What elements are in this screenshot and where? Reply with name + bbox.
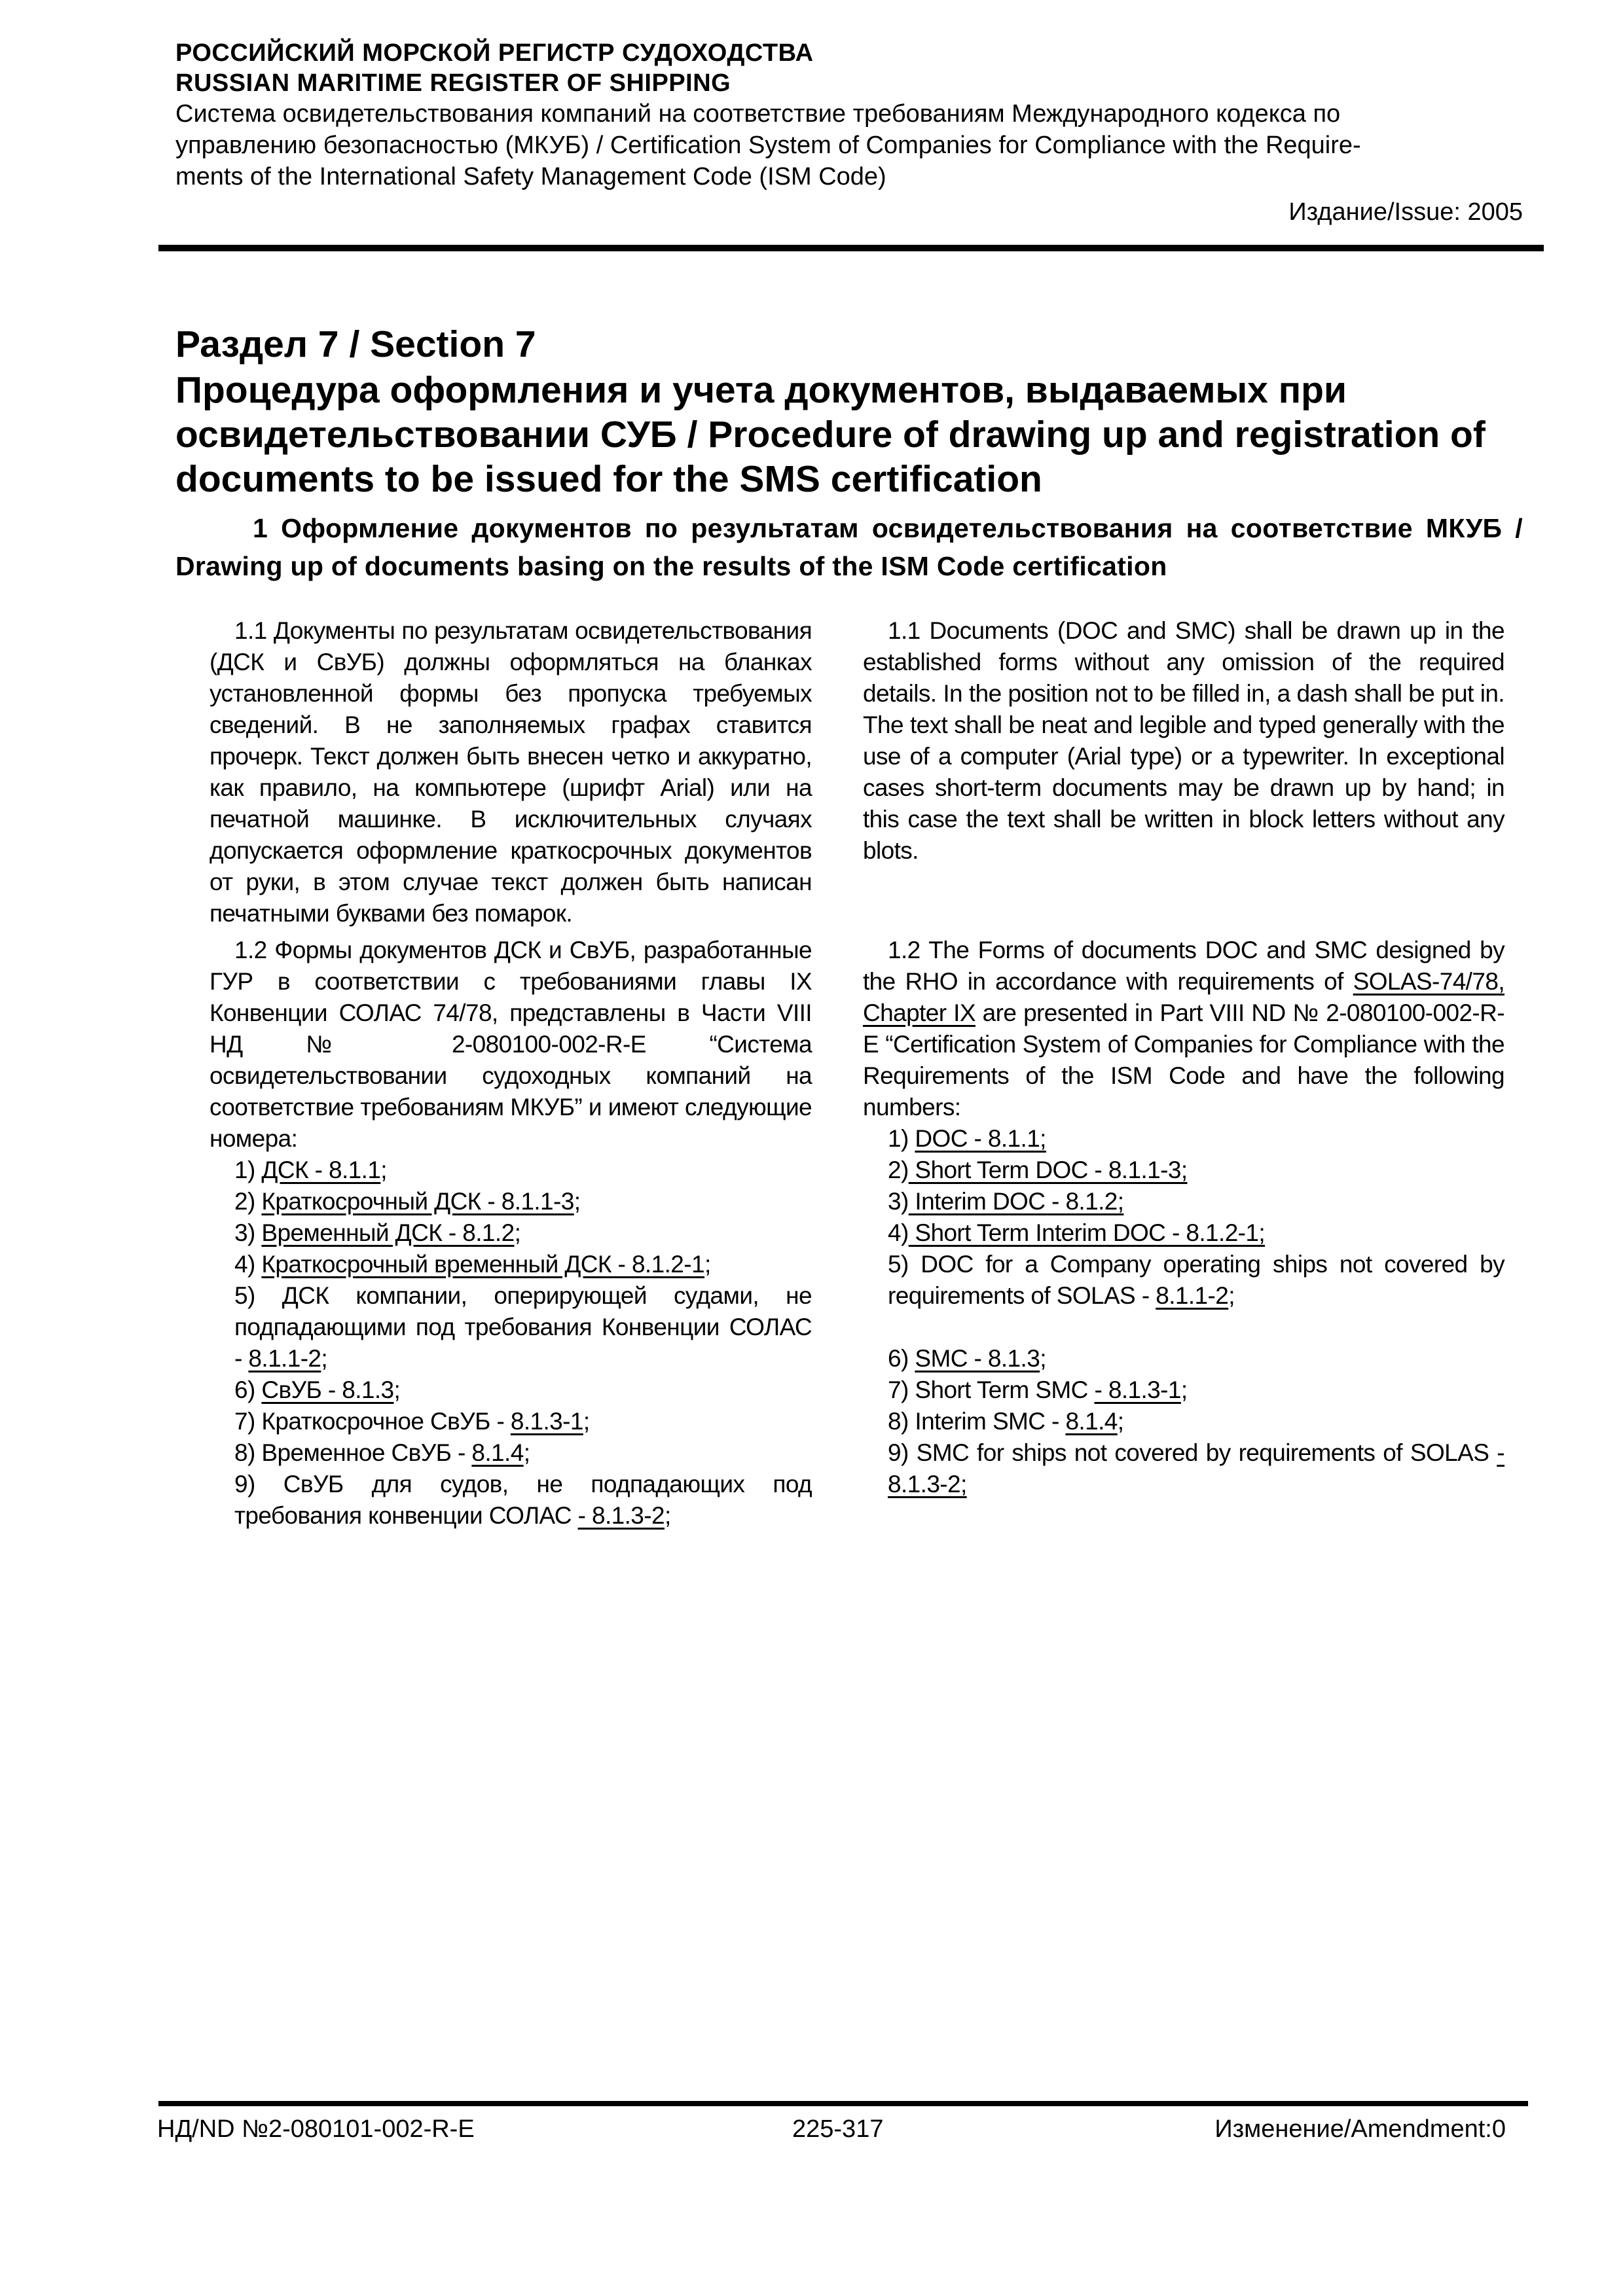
- list-item: 4) Short Term Interim DOC - 8.1.2-1;: [888, 1219, 1266, 1246]
- list-item: 2) Short Term DOC - 8.1.1-3;: [888, 1157, 1188, 1183]
- list-item: 6) СвУБ - 8.1.3;: [234, 1376, 401, 1403]
- ru-paragraph-1-2-block: [210, 935, 812, 1532]
- list-item: 9) SMC for ships not covered by requirements of SOLAS - 8.1.3-2;: [888, 1439, 1504, 1498]
- russian-column: [210, 615, 812, 1529]
- amendment-label: Изменение/Amendment:0: [1214, 2115, 1506, 2143]
- system-title-line-3: ments of the International Safety Management Code (ISM Code): [175, 163, 886, 190]
- list-item: 3) Interim DOC - 8.1.2;: [888, 1188, 1124, 1215]
- list-item: 9) СвУБ для судов, не подпадающих под требования конвенции СОЛАС - 8.1.3-2;: [234, 1471, 812, 1529]
- system-title-line-2: управлению безопасностью (МКУБ) / Certification System of Companies for Compliance with the Require-: [175, 132, 1361, 159]
- list-item: 7) Short Term SMC - 8.1.3-1;: [888, 1376, 1188, 1403]
- english-column: [863, 615, 1504, 1498]
- en-paragraph-1-1: 1.1 Documents (DOC and SMC) shall be drawn up in the established forms without any omission of the required details. In the position not to be filled in, a dash shall be put in. The text shall be neat and legible and typed generally with the use of a computer (Arial type) or a typewriter. In exceptional cases short-term documents may be drawn up by hand; in this case the text shall be written in block letters without any blots.: [863, 617, 1504, 864]
- footer-divider: [158, 2101, 1528, 2106]
- document-number: НД/ND №2-080101-002-R-E: [157, 2115, 475, 2143]
- list-item: 1) ДСК - 8.1.1;: [234, 1157, 387, 1183]
- list-item: 4) Краткосрочный временный ДСК - 8.1.2-1;: [234, 1251, 711, 1278]
- ru-paragraph-1-2: 1.2 Формы документов ДСК и СвУБ, разработанные ГУР в соответствии с требованиями главы IX Конвенции СОЛАС 74/78, представлены в Части VIII НД № 2-080100-002-R-E “Система освидетельствовании судоходных компаний на соответствие требованиям МКУБ” и имеют следующие номера:: [210, 937, 812, 1152]
- ru-paragraph-1-1: 1.1 Документы по результатам освидетельствования (ДСК и СвУБ) должны оформляться на бланках установленной формы без пропуска требуемых сведений. В не заполняемых графах ставится прочерк. Текст должен быть внесен четко и аккуратно, как правило, на компьютере (шрифт Arial) или на печатной машинке. В исключительных случаях допускается оформление краткосрочных документов от руки, в этом случае текст должен быть написан печатными буквами без помарок.: [210, 617, 812, 927]
- page-number: 225-317: [792, 2115, 884, 2143]
- system-title-line-1: Система освидетельствования компаний на соответствие требованиям Международного кодекса по: [175, 100, 1341, 128]
- list-item: 1) DOC - 8.1.1;: [888, 1125, 1046, 1152]
- list-item: 2) Краткосрочный ДСК - 8.1.1-3;: [234, 1188, 581, 1215]
- list-item: 5) ДСК компании, оперирующей судами, не подпадающими под требования Конвенции СОЛАС - 8.1.1-2;: [234, 1282, 812, 1372]
- section-title: Раздел 7 / Section 7: [175, 323, 536, 365]
- header-divider: [158, 245, 1544, 251]
- solas-reference: SOLAS-74/78, Chapter IX: [863, 968, 1504, 1026]
- en-paragraph-1-2: 1.2 The Forms of documents DOC and SMC designed by the RHO in accordance with requirements of SOLAS-74/78, Chapter IX are presented in Part VIII ND № 2-080100-002-R-E “Certification System of Companies for Compliance with the Requirements of the ISM Code and have the following numbers:: [863, 937, 1504, 1121]
- section-heading: Процедура оформления и учета документов, выдаваемых при освидетельствовании СУБ / Procedure of drawing up and registration of documents to be issued for the SMS certification: [175, 369, 1486, 500]
- page-footer: [157, 2113, 1506, 2152]
- list-item: 3) Временный ДСК - 8.1.2;: [234, 1219, 521, 1246]
- list-item: 7) Краткосрочное СвУБ - 8.1.3-1;: [234, 1408, 590, 1435]
- issue-label: Издание/Issue: 2005: [1288, 198, 1523, 226]
- org-name-en: RUSSIAN MARITIME REGISTER OF SHIPPING: [175, 69, 731, 97]
- page-header: [175, 38, 1523, 228]
- org-name-ru: РОССИЙСКИЙ МОРСКОЙ РЕГИСТР СУДОХОДСТВА: [175, 39, 814, 67]
- subsection-heading: 1 Оформление документов по результатам освидетельствования на соответствие МКУБ / Drawing up of documents basing on the results of the ISM Code certification: [175, 513, 1523, 581]
- list-item: 6) SMC - 8.1.3;: [888, 1345, 1046, 1372]
- en-form-number-list: [863, 1123, 1504, 1500]
- list-item: 8) Interim SMC - 8.1.4;: [888, 1408, 1124, 1435]
- en-paragraph-1-2-block: [863, 935, 1504, 1500]
- list-item: 5) DOC for a Company operating ships not covered by requirements of SOLAS - 8.1.1-2;: [888, 1251, 1504, 1309]
- list-item: 8) Временное СвУБ - 8.1.4;: [234, 1439, 530, 1466]
- section-block: [175, 321, 1523, 585]
- ru-form-number-list: [210, 1155, 812, 1532]
- list-spacer: [888, 1312, 1504, 1343]
